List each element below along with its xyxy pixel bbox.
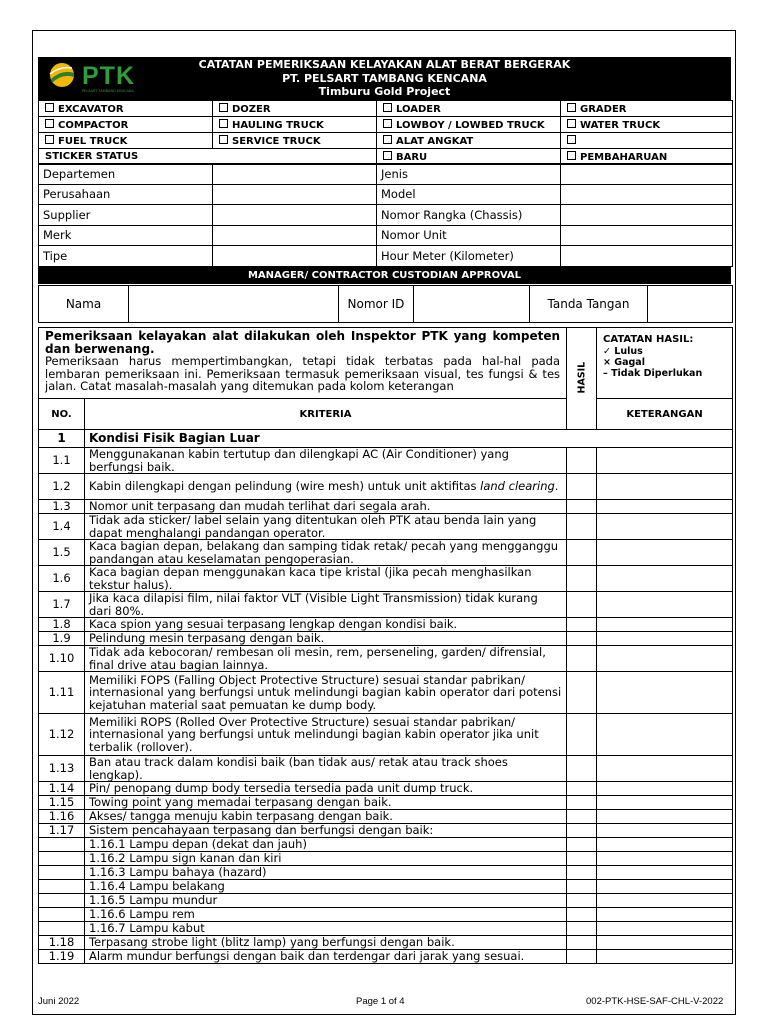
equipment-cell[interactable] (39, 133, 213, 149)
keterangan-field[interactable] (597, 824, 733, 838)
hasil-field[interactable] (567, 632, 597, 646)
criteria-row (39, 796, 733, 810)
criteria-number (39, 866, 85, 880)
equipment-cell[interactable] (377, 117, 561, 133)
footer-date: Juni 2022 (38, 996, 80, 1007)
info-value-field[interactable] (213, 225, 377, 246)
info-label: Perusahaan (39, 184, 213, 205)
criteria-number: 1.4 (39, 514, 85, 540)
equipment-label: SERVICE TRUCK (232, 135, 321, 147)
criteria-text-main: Kaca bagian depan menggunakan kaca tipe kristal (jika pecah menghasilkan tekstur halus). (89, 565, 532, 592)
info-row (39, 164, 733, 185)
sticker-pembaharuan-label: PEMBAHARUAN (580, 151, 668, 163)
criteria-number: 1.6 (39, 566, 85, 592)
info-label: Merk (39, 225, 213, 246)
criteria-number: 1.17 (39, 824, 85, 838)
criteria-number: 1.15 (39, 796, 85, 810)
criteria-text-main: Pelindung mesin terpasang dengan baik. (89, 631, 325, 646)
hasil-label: HASIL (576, 361, 588, 394)
intro-text (39, 328, 567, 399)
info-value-field[interactable] (561, 164, 733, 185)
section-number: 1 (39, 430, 85, 448)
hasil-field[interactable] (567, 672, 597, 714)
equipment-cell[interactable] (213, 117, 377, 133)
criteria-row (39, 936, 733, 950)
checkbox[interactable] (383, 135, 392, 144)
info-row (39, 205, 733, 226)
criteria-number: 1.11 (39, 672, 85, 714)
hasil-field[interactable] (567, 566, 597, 592)
legend-lulus: ✓ Lulus (603, 346, 643, 357)
keterangan-field[interactable] (597, 922, 733, 936)
info-label: Model (377, 184, 561, 205)
checkbox[interactable] (567, 135, 576, 144)
info-label: Departemen (39, 164, 213, 185)
keterangan-field[interactable] (597, 646, 733, 672)
criteria-text-main: 1.16.7 Lampu kabut (89, 921, 205, 936)
keterangan-field[interactable] (597, 540, 733, 566)
hasil-field[interactable] (567, 838, 597, 852)
hasil-field[interactable] (567, 908, 597, 922)
info-value-field[interactable] (213, 184, 377, 205)
equipment-type-table (38, 100, 733, 165)
keterangan-field[interactable] (597, 810, 733, 824)
info-value-field[interactable] (561, 205, 733, 226)
criteria-number: 1.19 (39, 950, 85, 964)
equipment-cell[interactable] (561, 117, 733, 133)
info-value-field[interactable] (213, 205, 377, 226)
criteria-text (85, 500, 567, 514)
keterangan-field[interactable] (597, 632, 733, 646)
criteria-text (85, 838, 567, 852)
criteria-row (39, 566, 733, 592)
checkbox[interactable] (567, 151, 576, 160)
keterangan-field[interactable] (597, 618, 733, 632)
criteria-number (39, 852, 85, 866)
info-label: Tipe (39, 246, 213, 267)
criteria-text (85, 852, 567, 866)
criteria-text-main: 1.16.1 Lampu depan (dekat dan jauh) (89, 837, 307, 852)
criteria-number: 1.13 (39, 756, 85, 782)
legend-gagal: × Gagal (603, 357, 645, 368)
criteria-text-main: Memiliki FOPS (Falling Object Protective Structure) sesuai standar pabrikan/ internasional yang berfungsi untuk melindungi bagian kabin operator dari potensi kejatuhan material saat pemuatan ke dump body. (89, 672, 562, 712)
criteria-text (85, 448, 567, 474)
hasil-field[interactable] (567, 756, 597, 782)
keterangan-field[interactable] (597, 474, 733, 500)
hasil-field[interactable] (567, 646, 597, 672)
criteria-text (85, 796, 567, 810)
criteria-text (85, 880, 567, 894)
hasil-field[interactable] (567, 824, 597, 838)
criteria-text-main: Towing point yang memadai terpasang dengan baik. (89, 795, 392, 810)
criteria-row (39, 838, 733, 852)
criteria-text-main: Akses/ tangga menuju kabin terpasang dengan baik. (89, 809, 393, 824)
logo-subtext: PELSART TAMBANG KENCANA (82, 89, 134, 93)
checkbox[interactable] (219, 103, 228, 112)
keterangan-field[interactable] (597, 592, 733, 618)
criteria-text (85, 514, 567, 540)
hasil-field[interactable] (567, 880, 597, 894)
hasil-field[interactable] (567, 950, 597, 964)
criteria-number: 1.2 (39, 474, 85, 500)
criteria-text-main: 1.16.5 Lampu mundur (89, 893, 218, 908)
criteria-row (39, 908, 733, 922)
criteria-text-main: Alarm mundur berfungsi dengan baik dan terdengar dari jarak yang sesuai. (89, 949, 525, 964)
checkbox[interactable] (45, 135, 54, 144)
equipment-label: DOZER (232, 103, 271, 115)
criteria-text (85, 908, 567, 922)
footer-doc-code: 002-PTK-HSE-SAF-CHL-V-2022 (586, 996, 724, 1007)
criteria-text (85, 592, 567, 618)
criteria-number: 1.9 (39, 632, 85, 646)
criteria-text-main: Nomor unit terpasang dan mudah terlihat dari segala arah. (89, 499, 431, 514)
criteria-number (39, 922, 85, 936)
criteria-row (39, 922, 733, 936)
approval-row (39, 286, 733, 323)
keterangan-field[interactable] (597, 936, 733, 950)
criteria-row (39, 592, 733, 618)
criteria-row (39, 672, 733, 714)
criteria-number: 1.3 (39, 500, 85, 514)
equipment-row (39, 133, 733, 149)
criteria-number: 1.5 (39, 540, 85, 566)
criteria-text (85, 894, 567, 908)
criteria-text (85, 810, 567, 824)
criteria-text-main: 1.16.4 Lampu belakang (89, 879, 225, 894)
keterangan-field[interactable] (597, 880, 733, 894)
header-title (38, 57, 731, 99)
criteria-text-main: Kaca bagian depan, belakang dan samping tidak retak/ pecah yang mengganggu pandangan atau keselamatan pengoperasian. (89, 539, 559, 566)
catatan-title: CATATAN HASIL: (603, 334, 694, 345)
equipment-row (39, 101, 733, 117)
criteria-text-main: Sistem pencahayaan terpasang dan berfungsi dengan baik: (89, 823, 434, 838)
hasil-field[interactable] (567, 852, 597, 866)
criteria-number: 1.8 (39, 618, 85, 632)
criteria-text-main: Pin/ penopang dump body tersedia tersedia pada unit dump truck. (89, 781, 474, 796)
hasil-field[interactable] (567, 866, 597, 880)
criteria-row (39, 824, 733, 838)
criteria-row (39, 782, 733, 796)
criteria-text-tail: . (554, 479, 559, 494)
criteria-row (39, 756, 733, 782)
hasil-field[interactable] (567, 894, 597, 908)
sticker-baru-label: BARU (396, 151, 428, 163)
criteria-number: 1.14 (39, 782, 85, 796)
criteria-row (39, 894, 733, 908)
keterangan-field[interactable] (597, 950, 733, 964)
criteria-row (39, 646, 733, 672)
criteria-text-main: Ban atau track dalam kondisi baik (ban tidak aus/ retak atau track shoes lengkap). (89, 755, 508, 782)
info-label: Jenis (377, 164, 561, 185)
tanda-tangan-label: Tanda Tangan (530, 286, 648, 323)
hasil-field[interactable] (567, 618, 597, 632)
nomor-id-field[interactable] (414, 286, 530, 323)
criteria-row (39, 810, 733, 824)
checkbox[interactable] (383, 151, 392, 160)
keterangan-field[interactable] (597, 566, 733, 592)
criteria-text-main: Jika kaca dilapisi film, nilai faktor VLT (Visible Light Transmission) tidak kurang dari 80%. (89, 591, 538, 618)
criteria-number (39, 838, 85, 852)
criteria-text-main: Kaca spion yang sesuai terpasang lengkap dengan kondisi baik. (89, 617, 458, 632)
hasil-header (567, 328, 597, 430)
criteria-row (39, 514, 733, 540)
intro-table (38, 327, 733, 430)
criteria-row (39, 448, 733, 474)
hasil-field[interactable] (567, 474, 597, 500)
equipment-cell[interactable] (561, 133, 733, 149)
criteria-text (85, 922, 567, 936)
checkbox[interactable] (45, 103, 54, 112)
keterangan-field[interactable] (597, 838, 733, 852)
hasil-field[interactable] (567, 936, 597, 950)
criteria-text-main: Terpasang strobe light (blitz lamp) yang berfungsi dengan baik. (89, 935, 455, 950)
checkbox[interactable] (219, 119, 228, 128)
title-line-3: Timburu Gold Project (318, 85, 451, 98)
keterangan-field[interactable] (597, 894, 733, 908)
criteria-text (85, 936, 567, 950)
title-line-1: CATATAN PEMERIKSAAN KELAYAKAN ALAT BERAT BERGERAK (198, 58, 571, 71)
equipment-cell[interactable] (377, 133, 561, 149)
equipment-label: EXCAVATOR (58, 103, 124, 115)
intro-heading: Pemeriksaan kelayakan alat dilakukan oleh Inspektor PTK yang kompeten dan berwenang. (45, 329, 561, 356)
criteria-row (39, 866, 733, 880)
criteria-text (85, 714, 567, 756)
tanda-tangan-field[interactable] (648, 286, 733, 323)
criteria-text (85, 566, 567, 592)
criteria-text (85, 540, 567, 566)
equipment-label: COMPACTOR (58, 119, 129, 131)
hasil-field[interactable] (567, 782, 597, 796)
equipment-label: GRADER (580, 103, 627, 115)
criteria-number: 1.12 (39, 714, 85, 756)
hasil-field[interactable] (567, 592, 597, 618)
criteria-table (38, 429, 733, 964)
no-header: NO. (39, 399, 85, 430)
criteria-row (39, 632, 733, 646)
criteria-text (85, 866, 567, 880)
keterangan-field[interactable] (597, 908, 733, 922)
criteria-text-main: Tidak ada sticker/ label selain yang ditentukan oleh PTK atau benda lain yang dapat menghalangi pandangan operator. (89, 513, 537, 540)
keterangan-field[interactable] (597, 500, 733, 514)
hasil-field[interactable] (567, 796, 597, 810)
info-label: Nomor Rangka (Chassis) (377, 205, 561, 226)
nama-field[interactable] (129, 286, 339, 323)
hasil-field[interactable] (567, 448, 597, 474)
hasil-field[interactable] (567, 922, 597, 936)
hasil-field[interactable] (567, 540, 597, 566)
criteria-header-row (39, 399, 733, 430)
criteria-text-main: Menggunakanan kabin tertutup dan dilengkapi AC (Air Conditioner) yang berfungsi baik. (89, 447, 509, 474)
equipment-row (39, 117, 733, 133)
keterangan-field[interactable] (597, 714, 733, 756)
criteria-row (39, 714, 733, 756)
criteria-number: 1.7 (39, 592, 85, 618)
criteria-text (85, 474, 567, 500)
equipment-label: WATER TRUCK (580, 119, 661, 131)
checkbox[interactable] (567, 119, 576, 128)
equipment-label: LOWBOY / LOWBED TRUCK (396, 119, 545, 131)
criteria-text (85, 646, 567, 672)
catatan-hasil-legend (597, 328, 733, 399)
hasil-field[interactable] (567, 810, 597, 824)
criteria-list (39, 448, 733, 964)
section-title: Kondisi Fisik Bagian Luar (85, 430, 733, 448)
keterangan-field[interactable] (597, 756, 733, 782)
criteria-row (39, 500, 733, 514)
legend-tidak-diperlukan: – Tidak Diperlukan (603, 368, 703, 379)
info-value-field[interactable] (213, 164, 377, 185)
keterangan-field[interactable] (597, 782, 733, 796)
equipment-label: LOADER (396, 103, 441, 115)
criteria-row (39, 852, 733, 866)
checkbox[interactable] (45, 119, 54, 128)
kriteria-header: KRITERIA (85, 399, 567, 430)
keterangan-field[interactable] (597, 672, 733, 714)
criteria-text (85, 632, 567, 646)
criteria-number (39, 880, 85, 894)
info-label: Supplier (39, 205, 213, 226)
equipment-cell[interactable] (377, 101, 561, 117)
equipment-cell[interactable] (561, 101, 733, 117)
criteria-row (39, 880, 733, 894)
criteria-text-main: Kabin dilengkapi dengan pelindung (wire mesh) untuk unit aktifitas (89, 479, 481, 494)
criteria-text (85, 950, 567, 964)
criteria-number: 1.1 (39, 448, 85, 474)
footer-page-number: Page 1 of 4 (356, 996, 405, 1007)
intro-row (39, 328, 733, 399)
criteria-row (39, 474, 733, 500)
equipment-cell[interactable] (213, 101, 377, 117)
info-row (39, 184, 733, 205)
nama-label: Nama (39, 286, 129, 323)
criteria-text-main: Memiliki ROPS (Rolled Over Protective Structure) sesuai standar pabrikan/ internasional yang berfungsi untuk melindungi bagian kabin operator jika unit terbalik (rollover). (89, 714, 539, 754)
checkbox[interactable] (567, 103, 576, 112)
keterangan-field[interactable] (597, 514, 733, 540)
criteria-text (85, 824, 567, 838)
info-row (39, 225, 733, 246)
keterangan-field[interactable] (597, 866, 733, 880)
criteria-text-main: 1.16.3 Lampu bahaya (hazard) (89, 865, 267, 880)
info-row (39, 246, 733, 267)
criteria-number (39, 894, 85, 908)
equipment-label: HAULING TRUCK (232, 119, 324, 131)
info-value-field[interactable] (561, 225, 733, 246)
criteria-text-main: Tidak ada kebocoran/ rembesan oli mesin, rem, perseneling, garden/ difrensial, final drive atau bagian lainnya. (89, 645, 546, 672)
equipment-label: ALAT ANGKAT (396, 135, 474, 147)
section-row (39, 430, 733, 448)
checkbox[interactable] (383, 103, 392, 112)
criteria-text-emphasis: land clearing (480, 479, 555, 494)
info-label: Hour Meter (Kilometer) (377, 246, 561, 267)
nomor-id-label: Nomor ID (339, 286, 414, 323)
approval-table (38, 285, 733, 323)
hasil-field[interactable] (567, 714, 597, 756)
checkbox[interactable] (219, 135, 228, 144)
criteria-text-main: 1.16.2 Lampu sign kanan dan kiri (89, 851, 282, 866)
criteria-text (85, 756, 567, 782)
criteria-row (39, 618, 733, 632)
info-label: Nomor Unit (377, 225, 561, 246)
equipment-cell[interactable] (39, 101, 213, 117)
criteria-number: 1.10 (39, 646, 85, 672)
criteria-number: 1.16 (39, 810, 85, 824)
approval-banner: MANAGER/ CONTRACTOR CUSTODIAN APPROVAL (38, 267, 731, 284)
criteria-text-main: 1.16.6 Lampu rem (89, 907, 195, 922)
intro-body: Pemeriksaan harus mempertimbangkan, tetapi tidak terbatas pada hal-hal pada lembaran pemeriksaan ini. Pemeriksaan termasuk pemeriksaan visual, tes fungsi & tes jalan. Catat masalah-masalah yang ditemukan pada kolom keterangan (45, 354, 561, 393)
criteria-row (39, 950, 733, 964)
equipment-cell[interactable] (213, 133, 377, 149)
criteria-text (85, 618, 567, 632)
criteria-text (85, 782, 567, 796)
criteria-row (39, 540, 733, 566)
info-value-field[interactable] (561, 246, 733, 267)
info-value-field[interactable] (213, 246, 377, 267)
keterangan-field[interactable] (597, 852, 733, 866)
sticker-status-label: STICKER STATUS (39, 149, 377, 165)
equipment-label: FUEL TRUCK (58, 135, 128, 147)
keterangan-field[interactable] (597, 448, 733, 474)
criteria-text (85, 672, 567, 714)
checkbox[interactable] (383, 119, 392, 128)
keterangan-header: KETERANGAN (597, 399, 733, 430)
logo-text: PTK (82, 62, 135, 90)
unit-info-table (38, 163, 733, 267)
header-banner (38, 57, 731, 100)
criteria-number (39, 908, 85, 922)
criteria-number: 1.18 (39, 936, 85, 950)
hasil-field[interactable] (567, 514, 597, 540)
hasil-field[interactable] (567, 500, 597, 514)
keterangan-field[interactable] (597, 796, 733, 810)
info-value-field[interactable] (561, 184, 733, 205)
title-line-2: PT. PELSART TAMBANG KENCANA (282, 71, 487, 85)
equipment-cell[interactable] (39, 117, 213, 133)
